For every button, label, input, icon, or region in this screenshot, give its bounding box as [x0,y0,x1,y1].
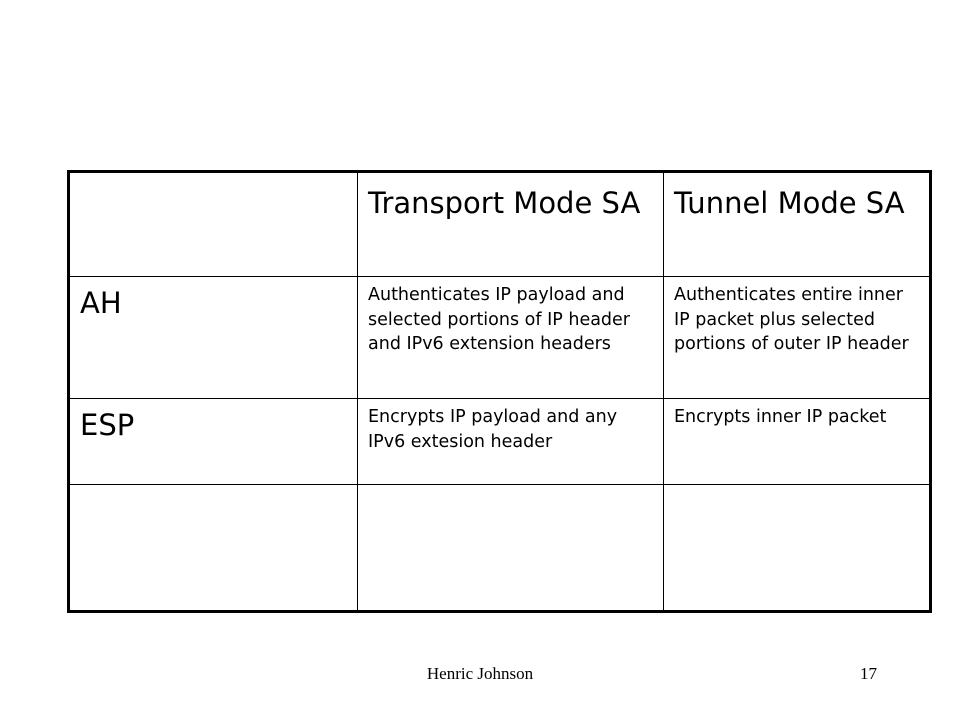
esp-transport-cell: Encrypts IP payload and any IPv6 extesion header [358,399,664,485]
page-number: 17 [860,664,877,683]
header-transport-mode: Transport Mode SA [358,173,664,277]
ah-transport-cell: Authenticates IP payload and selected portions of IP header and IPv6 extension headers [358,277,664,399]
empty-row-tunnel [664,485,929,610]
footer-author: Henric Johnson [426,664,534,683]
ah-tunnel-cell: Authenticates entire inner IP packet plus selected portions of outer IP header [664,277,929,399]
row-label-ah: AH [70,277,358,399]
table-corner-cell [70,173,358,277]
ipsec-modes-table [67,170,932,613]
esp-tunnel-cell: Encrypts inner IP packet [664,399,929,485]
row-label-esp: ESP [70,399,358,485]
empty-row-transport [358,485,664,610]
header-tunnel-mode: Tunnel Mode SA [664,173,929,277]
empty-row-label [70,485,358,610]
